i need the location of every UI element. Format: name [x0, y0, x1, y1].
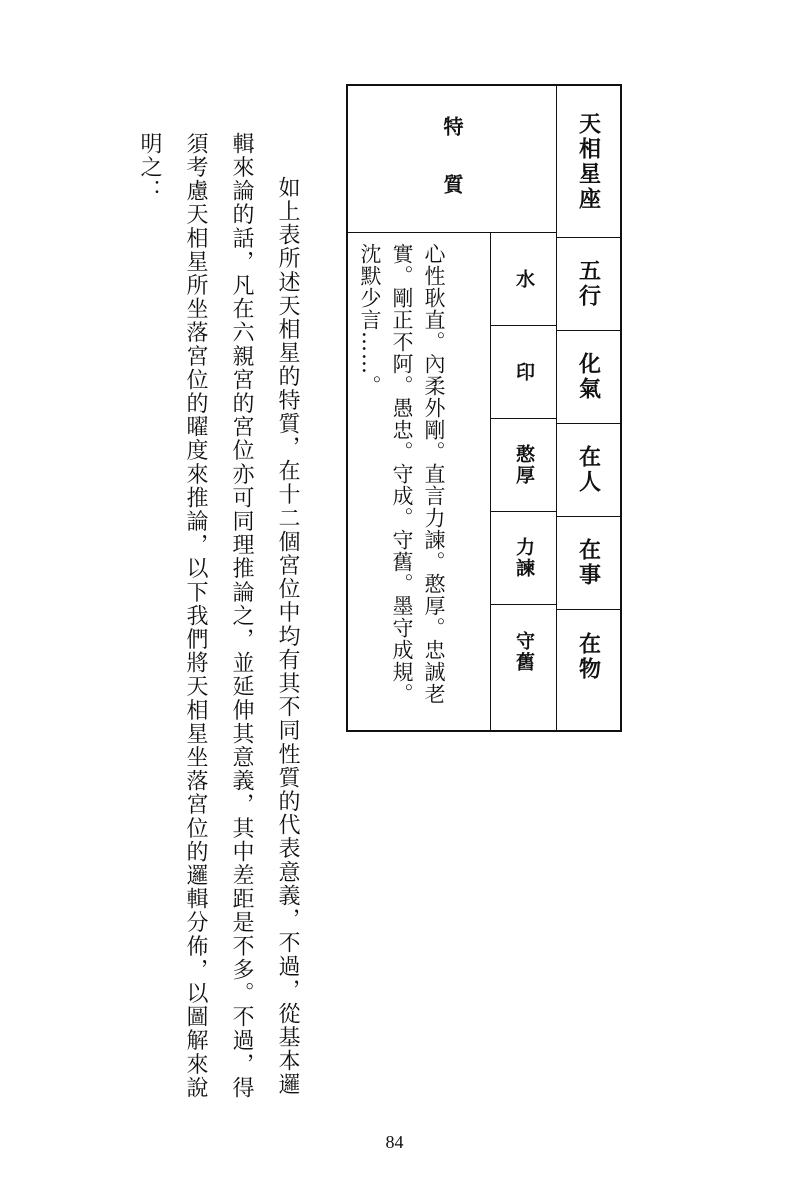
row-value-zaiwu: 守舊	[513, 630, 535, 673]
row-value-wuxing: 水	[513, 268, 535, 290]
row-value-zaishi: 力諫	[513, 537, 535, 579]
traits-description: 心性耿直。內柔外剛。直言力諫。憨厚。忠誠老實。剛正不阿。愚忠。守成。守舊。墨守成規。沈默少言……。	[358, 243, 446, 705]
table-description-cell	[348, 233, 490, 731]
table-header-key-cell	[557, 86, 620, 238]
row-value-huaqi: 印	[513, 361, 535, 383]
table-value-cell	[491, 233, 556, 326]
table-header-title-cell	[348, 86, 556, 233]
body-paragraph: 如上表所述天相星的特質，在十二個宮位中均有其不同性質的代表意義，不過，從基本邏輯來論的話，凡在六親宮的宮位亦可同理推論之，並延伸其意義，其中差距是不多。不過，得須考慮天相星所坐落宮位的曜度來推論，以下我們將天相星坐落宮位的邏輯分佈，以圖解來說明之：	[137, 132, 300, 1100]
body-text	[137, 132, 310, 1107]
table-key-cell	[557, 331, 620, 424]
row-key-zaiwu: 在物	[575, 631, 602, 682]
row-key-wuxing: 五行	[575, 259, 602, 309]
table-value-column	[490, 233, 556, 731]
table-key-cell	[557, 238, 620, 331]
tianxiang-attributes-table	[346, 84, 622, 732]
table-key-cell	[557, 517, 620, 610]
row-value-zairen: 憨厚	[513, 444, 535, 486]
table-body-area	[348, 233, 556, 731]
row-key-zaishi: 在事	[575, 538, 602, 588]
table-body-column	[348, 86, 556, 730]
table-header-key: 天相星座	[575, 111, 602, 212]
page-number: 84	[385, 1132, 404, 1152]
table-key-cell	[557, 610, 620, 703]
table-value-cell	[491, 326, 556, 419]
row-key-zairen: 在人	[575, 445, 602, 495]
table-value-cell	[491, 419, 556, 512]
table-header-title: 特質	[440, 116, 464, 232]
table-value-cell	[491, 512, 556, 605]
table-value-cell	[491, 605, 556, 698]
row-key-huaqi: 化氣	[575, 352, 602, 402]
table-key-column	[556, 86, 620, 730]
table-key-cell	[557, 424, 620, 517]
